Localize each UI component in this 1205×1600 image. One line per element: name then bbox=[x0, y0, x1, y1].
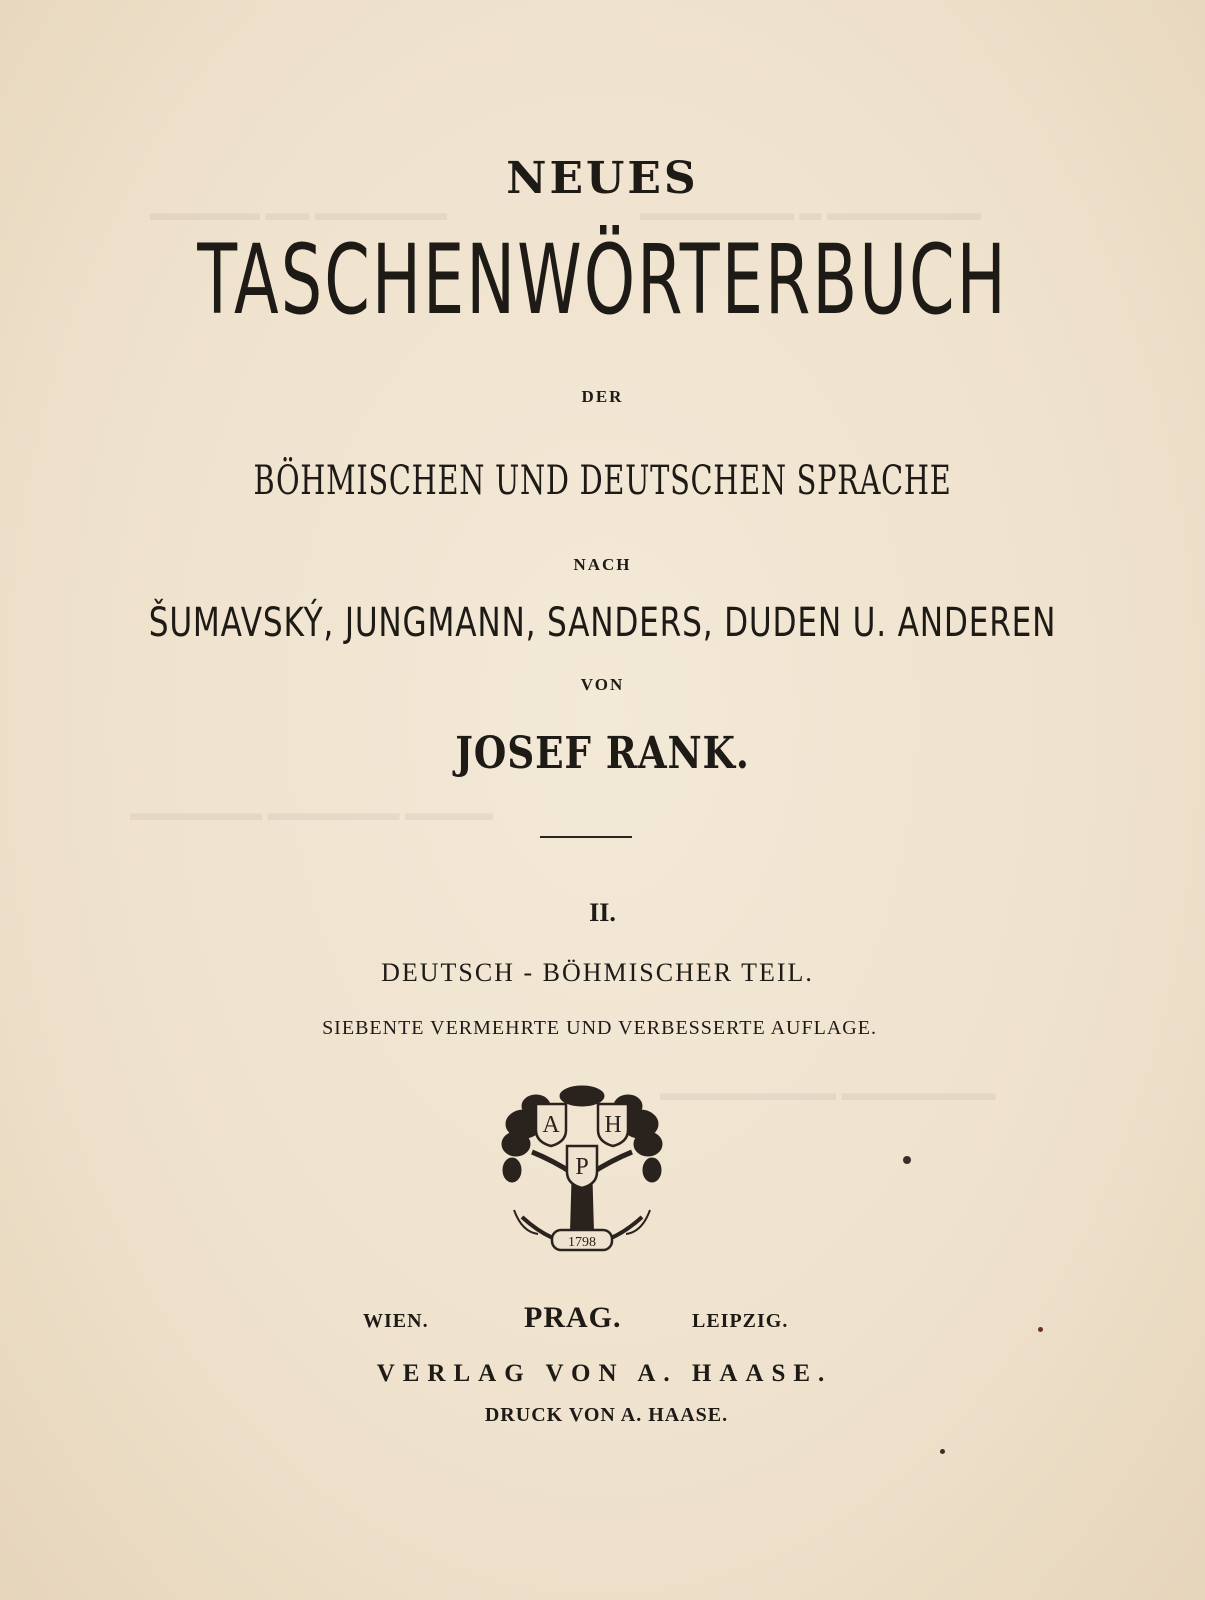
subtitle-languages: BÖHMISCHEN UND DEUTSCHEN SPRACHE bbox=[253, 458, 952, 504]
paper-speck bbox=[940, 1449, 945, 1454]
volume-part: DEUTSCH - BÖHMISCHER TEIL. bbox=[381, 958, 814, 987]
imprint-publisher: VERLAG VON A. HAASE. bbox=[376, 1360, 833, 1387]
bleed-through-text: ▬▬▬▬▬▬▬ ▬ ▬▬▬▬▬▬▬ bbox=[640, 200, 981, 225]
imprint-city-prag: PRAG. bbox=[524, 1301, 622, 1334]
logo-letter-a: A bbox=[542, 1112, 560, 1138]
subtitle-nach: NACH bbox=[573, 555, 632, 574]
imprint-printer: DRUCK VON A. HAASE. bbox=[484, 1404, 729, 1426]
title-neues: NEUES bbox=[506, 153, 699, 204]
paper-speck bbox=[1038, 1327, 1043, 1332]
author-name: JOSEF RANK. bbox=[455, 728, 750, 779]
edition-note: SIEBENTE VERMEHRTE UND VERBESSERTE AUFLAGE. bbox=[322, 1017, 877, 1039]
bleed-through-text: ▬▬▬▬ ▬▬▬▬▬▬ ▬▬▬▬▬▬ bbox=[130, 800, 493, 825]
bleed-through-text: ▬▬▬▬▬▬▬ ▬▬▬▬▬▬▬▬ bbox=[660, 1080, 996, 1105]
divider-rule bbox=[540, 836, 632, 838]
paper-speck bbox=[903, 1156, 911, 1164]
logo-letter-p: P bbox=[575, 1154, 589, 1180]
imprint-city-wien: WIEN. bbox=[363, 1310, 429, 1332]
publisher-tree-emblem-icon bbox=[492, 1082, 672, 1262]
source-authors: ŠUMAVSKÝ, JUNGMANN, SANDERS, DUDEN U. ANDEREN bbox=[148, 600, 1057, 646]
imprint-city-leipzig: LEIPZIG. bbox=[692, 1310, 789, 1332]
main-title: TASCHENWÖRTERBUCH bbox=[197, 224, 1008, 336]
volume-number: II. bbox=[589, 898, 616, 927]
subtitle-der: DER bbox=[581, 387, 624, 406]
logo-letter-h: H bbox=[604, 1112, 622, 1138]
logo-year: 1798 bbox=[568, 1235, 596, 1250]
bleed-through-text: ▬▬▬▬▬▬ ▬▬ ▬▬▬▬▬ bbox=[150, 200, 447, 225]
subtitle-von: VON bbox=[580, 675, 625, 694]
